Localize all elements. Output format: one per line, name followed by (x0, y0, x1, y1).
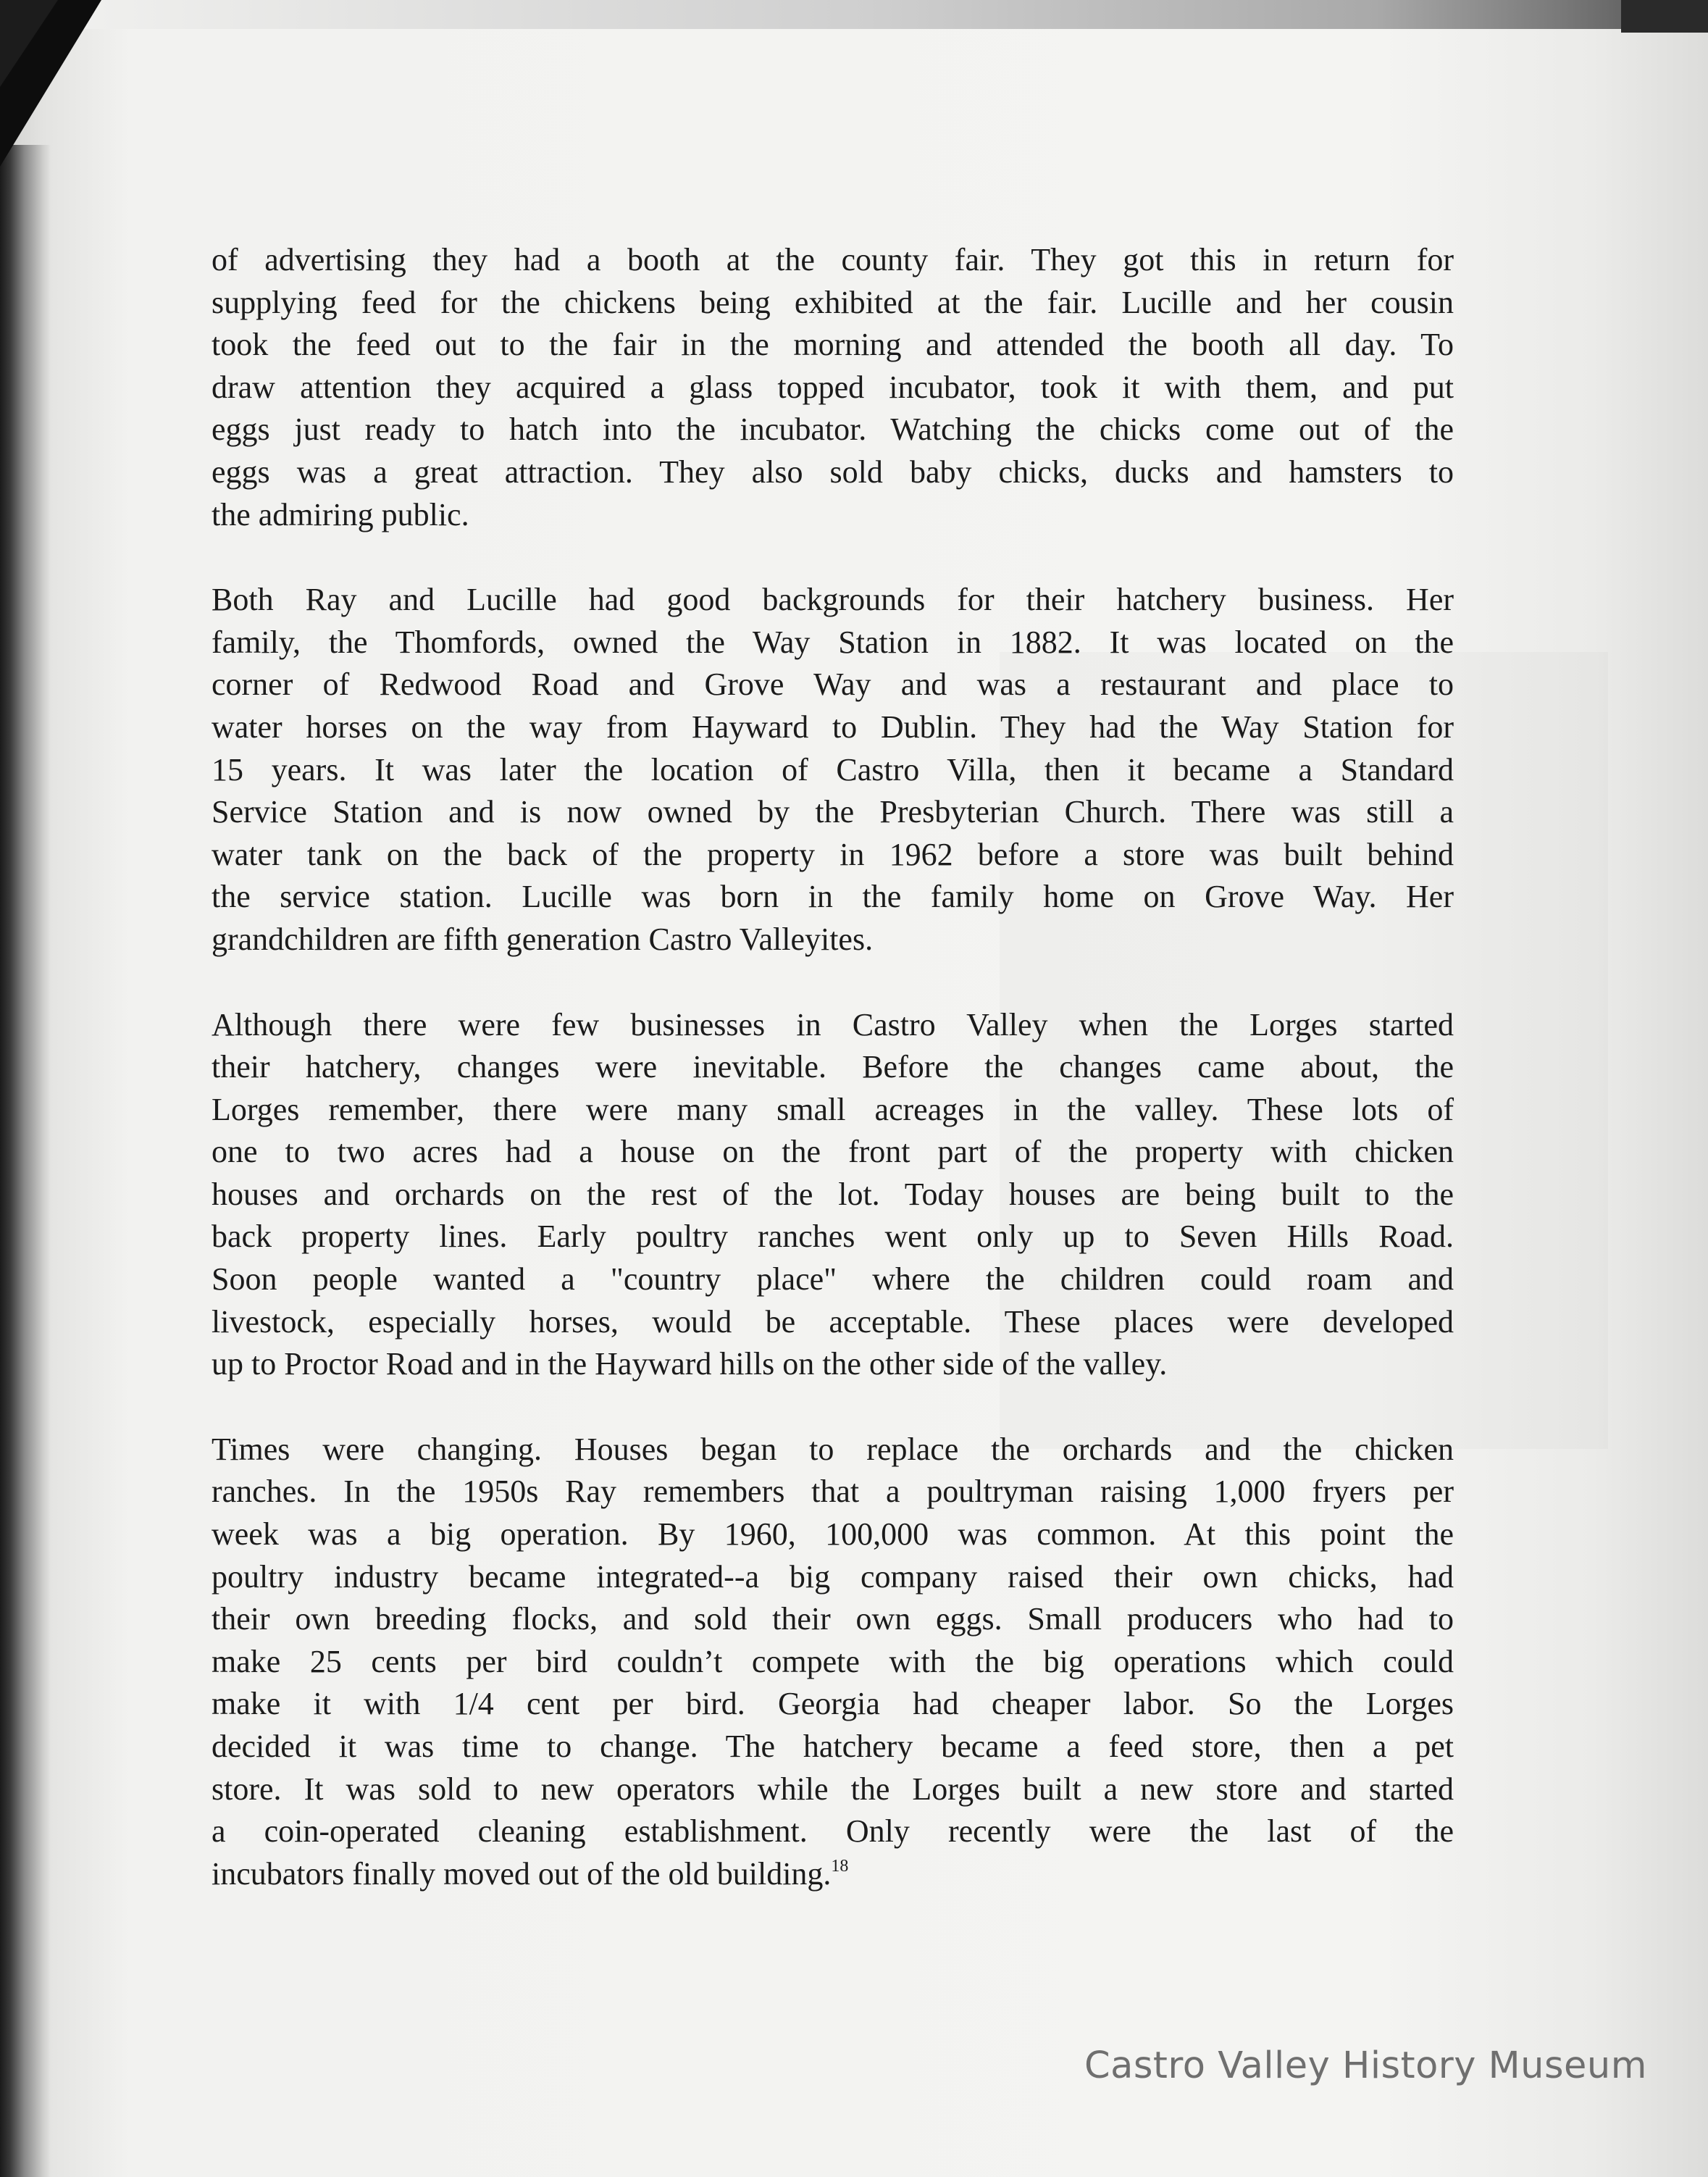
binding-shadow (0, 145, 51, 2177)
text-line: week was a big operation. By 1960, 100,000 was common. At this point the (212, 1516, 1454, 1553)
text-line: the admiring public. (212, 496, 469, 532)
text-line: a coin-operated cleaning establishment. Only recently were the last of the (212, 1813, 1454, 1850)
text-line: 15 years. It was later the location of Castro Villa, then it became a Standard (212, 751, 1454, 787)
text-line: took the feed out to the fair in the morning and attended the booth all day. To (212, 327, 1454, 363)
text-line: ranches. In the 1950s Ray remembers that a poultryman raising 1,000 fryers per (212, 1474, 1454, 1510)
text-line: supplying feed for the chickens being exhibited at the fair. Lucille and her cousin (212, 284, 1454, 320)
paragraph-4 (212, 1429, 1454, 1896)
text-line: houses and orchards on the rest of the lot. Today houses are being built to the (212, 1176, 1454, 1212)
text-line: up to Proctor Road and in the Hayward hills on the other side of the valley. (212, 1346, 1168, 1382)
text-line: Times were changing. Houses began to replace the orchards and the chicken (212, 1431, 1454, 1467)
text-line: family, the Thomfords, owned the Way Station in 1882. It was located on the (212, 624, 1454, 660)
text-line: of advertising they had a booth at the county fair. They got this in return for (212, 242, 1454, 277)
paragraph-1 (212, 239, 1454, 536)
text-line: water horses on the way from Hayward to Dublin. They had the Way Station for (212, 709, 1454, 745)
text-line: the service station. Lucille was born in the family home on Grove Way. Her (212, 879, 1454, 915)
text-line: eggs was a great attraction. They also sold baby chicks, ducks and hamsters to (212, 454, 1454, 490)
text-line: corner of Redwood Road and Grove Way and was a restaurant and place to (212, 667, 1454, 703)
text-line: Both Ray and Lucille had good backgrounds for their hatchery business. Her (212, 582, 1454, 618)
paragraph-3 (212, 1004, 1454, 1386)
folded-corner (0, 0, 58, 87)
text-line: their hatchery, changes were inevitable. Before the changes came about, the (212, 1049, 1454, 1085)
text-line: poultry industry became integrated--a big company raised their own chicks, had (212, 1558, 1454, 1595)
top-right-scan-edge (1621, 0, 1708, 33)
text-line: decided it was time to change. The hatchery became a feed store, then a pet (212, 1729, 1454, 1764)
text-line: Soon people wanted a "country place" where the children could roam and (212, 1261, 1454, 1298)
page-body (212, 239, 1454, 1895)
text-line-content: incubators finally moved out of the old building. (212, 1855, 832, 1892)
museum-watermark: Castro Valley History Museum (1084, 2044, 1647, 2087)
text-line: grandchildren are fifth generation Castro Valleyites. (212, 921, 874, 957)
top-scan-edge (0, 0, 1708, 29)
text-line: Lorges remember, there were many small acreages in the valley. These lots of (212, 1091, 1454, 1127)
text-line: their own breeding flocks, and sold their own eggs. Small producers who had to (212, 1601, 1454, 1637)
text-line: store. It was sold to new operators while the Lorges built a new store and started (212, 1771, 1454, 1807)
text-line: make it with 1/4 cent per bird. Georgia had cheaper labor. So the Lorges (212, 1686, 1454, 1722)
text-line: draw attention they acquired a glass topped incubator, took it with them, and put (212, 369, 1454, 405)
text-line-with-footnote (212, 1853, 1454, 1896)
footnote-reference: 18 (831, 1856, 849, 1876)
text-line: one to two acres had a house on the front part of the property with chicken (212, 1134, 1454, 1170)
text-line: livestock, especially horses, would be acceptable. These places were developed (212, 1303, 1454, 1340)
text-line: make 25 cents per bird couldn’t compete with the big operations which could (212, 1643, 1454, 1679)
paragraph-2 (212, 579, 1454, 961)
text-line: Service Station and is now owned by the Presbyterian Church. There was still a (212, 794, 1454, 830)
text-line: water tank on the back of the property in 1962 before a store was built behind (212, 836, 1454, 872)
text-line: back property lines. Early poultry ranches went only up to Seven Hills Road. (212, 1219, 1454, 1255)
text-line: eggs just ready to hatch into the incubator. Watching the chicks come out of the (212, 411, 1454, 448)
text-line: Although there were few businesses in Castro Valley when the Lorges started (212, 1006, 1454, 1042)
